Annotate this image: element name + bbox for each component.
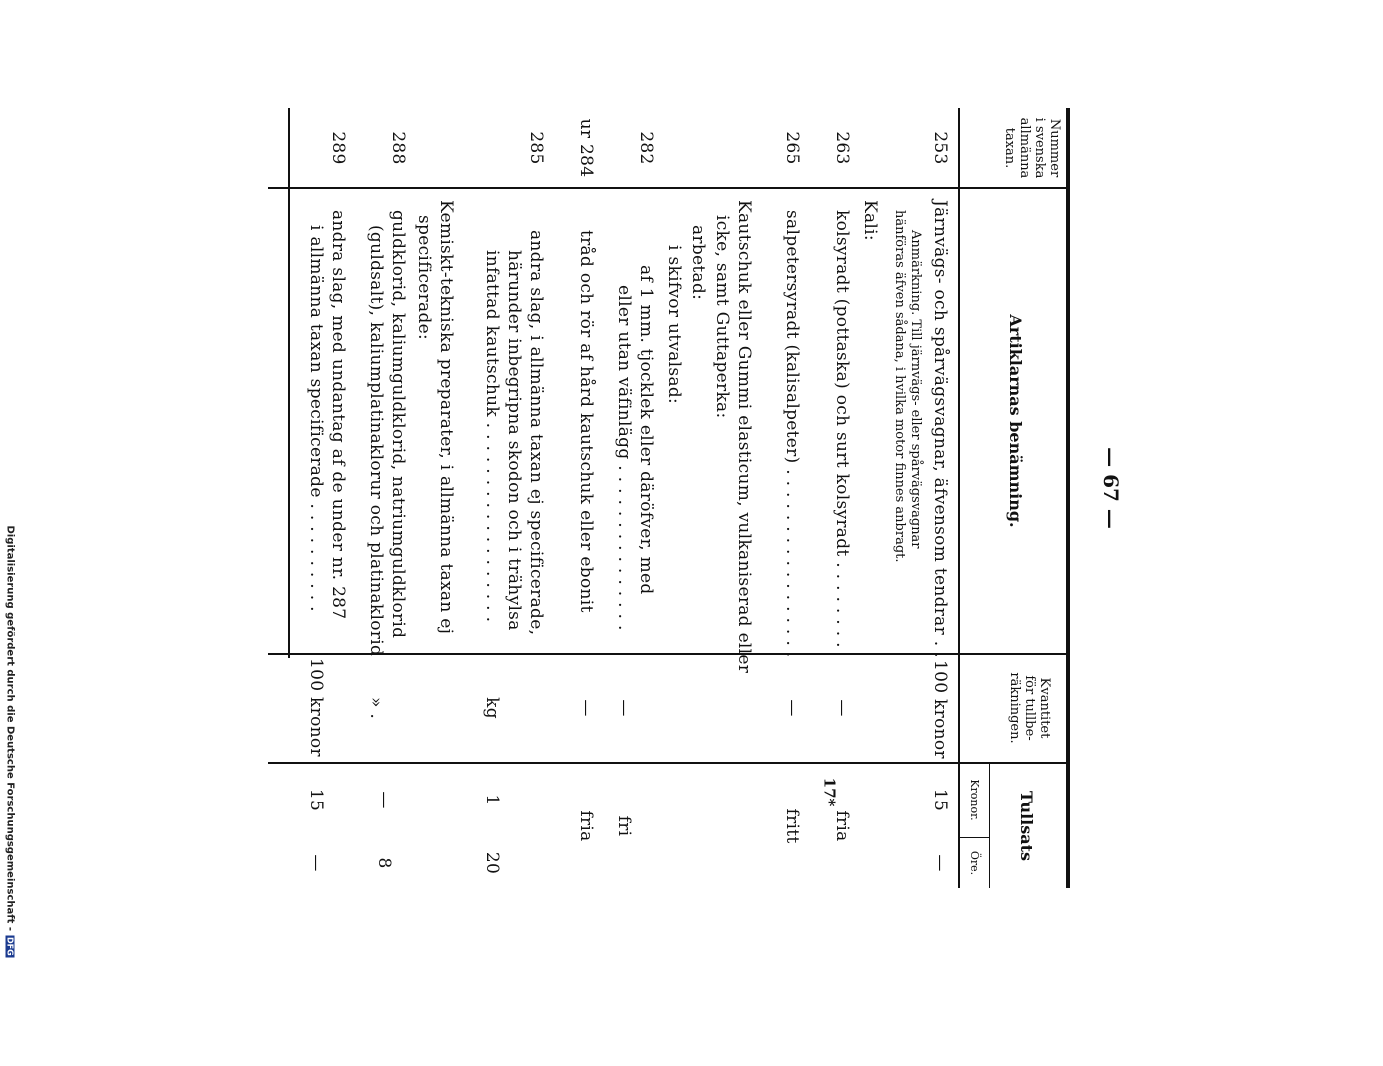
row-text: i allmänna taxan specificerade . . . . . . . . . . bbox=[306, 225, 326, 612]
row-number: 288 bbox=[388, 131, 408, 165]
row-text: hänföras äfven sådana, i hvilka motor finnes anbragt. bbox=[892, 210, 907, 563]
row-text: specificerade: bbox=[414, 215, 434, 341]
row-text: Kali: bbox=[860, 200, 880, 241]
row-text: kolsyradt (pottaska) och surt kolsyradt . . . . . . . . bbox=[832, 210, 852, 648]
tariff-table bbox=[180, 100, 1080, 900]
col-rule-1 bbox=[268, 187, 1068, 189]
row-text: andra slag, i allmänna taxan ej specificerade, bbox=[526, 230, 546, 636]
row-text: guldklorid, kaliumguldklorid, natriumguldklorid bbox=[388, 210, 408, 639]
row-quantity: 100 kronor bbox=[306, 658, 326, 757]
row-kronor: fritt bbox=[782, 808, 802, 844]
row-text: Kemiskt-tekniska preparater, i allmänna taxan ej bbox=[436, 200, 456, 635]
footer-credit-text: Digitalisierung gefördert durch die Deutsche Forschungsgemeinschaft - bbox=[4, 525, 16, 932]
row-quantity: » . bbox=[366, 696, 386, 720]
row-ore: 20 bbox=[482, 851, 502, 875]
row-kronor: fria bbox=[832, 810, 852, 842]
row-text: tråd och rör af hård kautschuk eller ebonit bbox=[576, 230, 596, 613]
bottom-rule bbox=[288, 108, 290, 658]
header-ore: Öre. bbox=[968, 850, 981, 876]
page-number: — 67 — bbox=[1098, 447, 1123, 529]
header-tariff: Tullsats bbox=[1017, 791, 1036, 861]
row-quantity: kg bbox=[482, 697, 502, 719]
row-text: icke, samt Guttaperka: bbox=[712, 215, 732, 419]
row-text: härunder inbegripna skodon och i trähylsa bbox=[504, 250, 524, 631]
row-text: af 1 mm. tjocklek eller däröfver, med bbox=[636, 265, 656, 595]
row-text: salpetersyradt (kalisalpeter) . . . . . . . . . . . . . . . . . bbox=[782, 210, 802, 658]
row-text: Kautschuk eller Gummi elasticum, vulkaniserad eller bbox=[734, 200, 754, 674]
header-number bbox=[1002, 112, 1062, 184]
header-quantity bbox=[1007, 655, 1052, 761]
row-text: arbetad: bbox=[688, 225, 708, 301]
row-text: eller utan väfinlägg . . . . . . . . . . . . . . . bbox=[614, 285, 634, 631]
signature-mark: 17* bbox=[820, 777, 839, 807]
row-kronor: 1 bbox=[482, 794, 502, 806]
header-quantity-line: Kvantitet bbox=[1037, 677, 1052, 739]
row-number: 282 bbox=[636, 131, 656, 165]
tariff-subrule bbox=[989, 764, 990, 888]
row-text: (guldsalt), kaliumplatinaklorur och platinaklorid bbox=[366, 225, 386, 657]
row-text: Järnvägs- och spårvägsvagnar, äfvensom tendrar . . bbox=[930, 200, 950, 658]
row-kronor: 15 bbox=[930, 788, 950, 812]
row-number: 253 bbox=[930, 131, 950, 165]
row-text: andra slag, med undantag af de under nr. 287 bbox=[328, 210, 348, 620]
row-kronor: — bbox=[374, 791, 394, 809]
header-number-line: taxan. bbox=[1002, 127, 1017, 169]
header-quantity-line: för tullbe- bbox=[1022, 675, 1037, 741]
row-text: Anmärkning. Till järnvägs- eller spårvägsvagnar bbox=[908, 230, 923, 549]
row-quantity: — bbox=[576, 699, 596, 717]
row-ore: — bbox=[306, 854, 326, 872]
dfg-logo: DFG bbox=[5, 937, 15, 956]
row-number: 289 bbox=[328, 131, 348, 165]
header-name: Artiklarnas benämning. bbox=[1006, 314, 1025, 528]
row-kronor: fria bbox=[576, 810, 596, 842]
row-number: 263 bbox=[832, 131, 852, 165]
row-quantity: — bbox=[832, 699, 852, 717]
header-kronor: Kronor. bbox=[968, 779, 981, 821]
header-number-line: allmänna bbox=[1017, 117, 1032, 179]
header-number-line: i svenska bbox=[1032, 117, 1047, 179]
row-quantity: — bbox=[782, 699, 802, 717]
header-number-line: Nummer bbox=[1047, 118, 1062, 178]
header-rule bbox=[958, 108, 960, 888]
row-text: i skifvor utvalsad: bbox=[664, 245, 684, 405]
header-quantity-line: räkningen. bbox=[1007, 672, 1022, 744]
footer-credit bbox=[5, 526, 16, 1066]
row-kronor: fri bbox=[614, 815, 634, 837]
top-rule bbox=[1066, 108, 1070, 888]
row-text: infattad kautschuk . . . . . . . . . . . . . . . . . . bbox=[482, 250, 502, 623]
row-ore: — bbox=[930, 854, 950, 872]
row-number: 265 bbox=[782, 131, 802, 165]
row-number: 285 bbox=[526, 131, 546, 165]
row-quantity: — bbox=[614, 699, 634, 717]
row-quantity: 100 kronor bbox=[930, 660, 950, 759]
row-ore: 8 bbox=[374, 857, 394, 869]
row-kronor: 15 bbox=[306, 788, 326, 812]
row-number: ur 284 bbox=[576, 118, 596, 178]
